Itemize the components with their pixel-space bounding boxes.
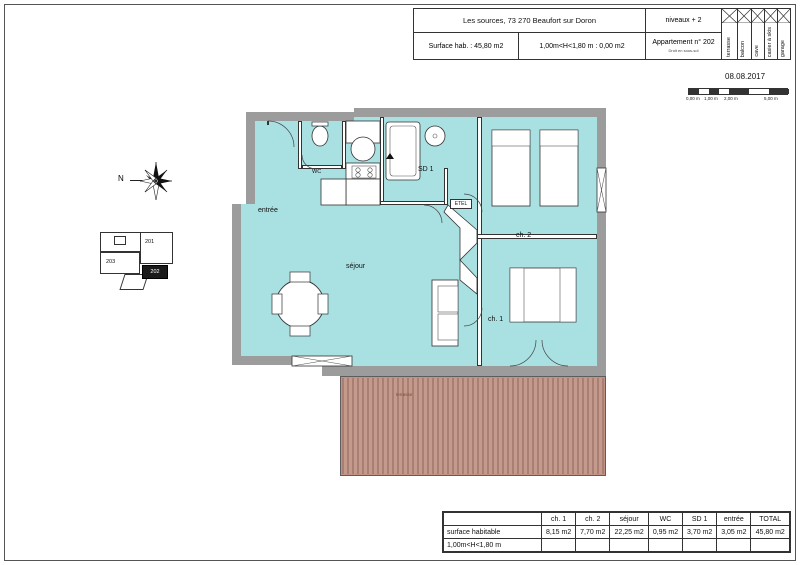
- table-header-ch1: ch. 1: [542, 513, 576, 526]
- cell-sejour-surface: 22,25 m2: [610, 526, 649, 539]
- cell-sd1-height: [683, 539, 717, 552]
- table-header-total: TOTAL: [751, 513, 790, 526]
- table-header-sejour: séjour: [610, 513, 649, 526]
- scale-tick-0: 0,00 m: [686, 96, 700, 101]
- keyplan-label-202-selected[interactable]: 202: [142, 265, 168, 279]
- cell-sd1-surface: 3,70 m2: [683, 526, 717, 539]
- table-header-row: [444, 513, 790, 526]
- floor-plan: [228, 108, 628, 478]
- annotation-terrasse: terrasse: [396, 392, 413, 397]
- annotation-etel: ETEL: [450, 199, 472, 209]
- compass-icon: [118, 158, 178, 206]
- cell-entree-height: [717, 539, 751, 552]
- apartment-number: Appartement n° 202: [652, 39, 715, 46]
- key-plan: [100, 232, 192, 294]
- table-header-sd1: SD 1: [683, 513, 717, 526]
- annex-label-cave: cave: [754, 45, 760, 57]
- table-header-wc: WC: [648, 513, 682, 526]
- annex-hatch-icon: [722, 9, 790, 23]
- annex-label-garage: garage: [780, 39, 786, 57]
- keyplan-label-203: 203: [106, 259, 116, 265]
- table-row: [444, 526, 790, 539]
- room-label-ch2: ch. 2: [516, 232, 532, 239]
- room-label-entree: entrée: [258, 207, 278, 214]
- row-label-height-range: 1,00m<H<1,80 m: [444, 539, 542, 552]
- cell-total-height: [751, 539, 790, 552]
- annex-label-casier: casier à skis: [767, 26, 773, 57]
- row-label-surface-habitable: surface habitable: [444, 526, 542, 539]
- project-name: Les sources, 73 270 Beaufort sur Doron: [414, 9, 645, 33]
- room-label-sejour: séjour: [346, 263, 366, 270]
- keyplan-small-box: [114, 236, 126, 245]
- room-label-sd1: SD 1: [418, 166, 434, 173]
- cell-wc-height: [648, 539, 682, 552]
- plan-date: 08.08.2017: [725, 72, 766, 81]
- cell-ch1-height: [542, 539, 576, 552]
- room-label-wc: WC: [312, 169, 322, 175]
- surface-table: [442, 511, 791, 553]
- apartment-sub-label: Droit en sous-sol: [668, 48, 699, 53]
- keyplan-block-right: [140, 232, 173, 264]
- scale-tick-1: 1,00 m: [704, 96, 718, 101]
- apartment-info: [646, 9, 722, 59]
- surface-habitable-label: Surface hab. : 45,80 m2: [414, 33, 519, 59]
- table-row: [444, 539, 790, 552]
- room-label-ch1: ch. 1: [488, 316, 504, 323]
- level-label: niveaux + 2: [646, 9, 721, 33]
- table-header-ch2: ch. 2: [576, 513, 610, 526]
- cell-total-surface: 45,80 m2: [751, 526, 790, 539]
- annex-label-balcon: balcon: [740, 40, 746, 57]
- scale-tick-2: 2,00 m: [724, 96, 738, 101]
- table-header-blank: [444, 513, 542, 526]
- title-block-main: [414, 9, 646, 59]
- scale-tick-3: 5,00 m: [764, 96, 778, 101]
- cell-ch1-surface: 8,15 m2: [542, 526, 576, 539]
- compass-rose: [118, 158, 178, 206]
- annex-label-terrasse: terrasse: [726, 37, 732, 57]
- cell-ch2-surface: 7,70 m2: [576, 526, 610, 539]
- table-header-entree: entrée: [717, 513, 751, 526]
- keyplan-label-201: 201: [145, 239, 155, 245]
- cell-wc-surface: 0,95 m2: [648, 526, 682, 539]
- cell-ch2-height: [576, 539, 610, 552]
- annex-columns: [722, 9, 790, 59]
- plan-linework: [228, 108, 628, 478]
- scale-bar: [688, 88, 788, 107]
- compass-north-label: N: [118, 174, 124, 183]
- height-range-label: 1,00m<H<1,80 m : 0,00 m2: [539, 42, 625, 50]
- cell-sejour-height: [610, 539, 649, 552]
- cell-entree-surface: 3,05 m2: [717, 526, 751, 539]
- title-block: [413, 8, 791, 60]
